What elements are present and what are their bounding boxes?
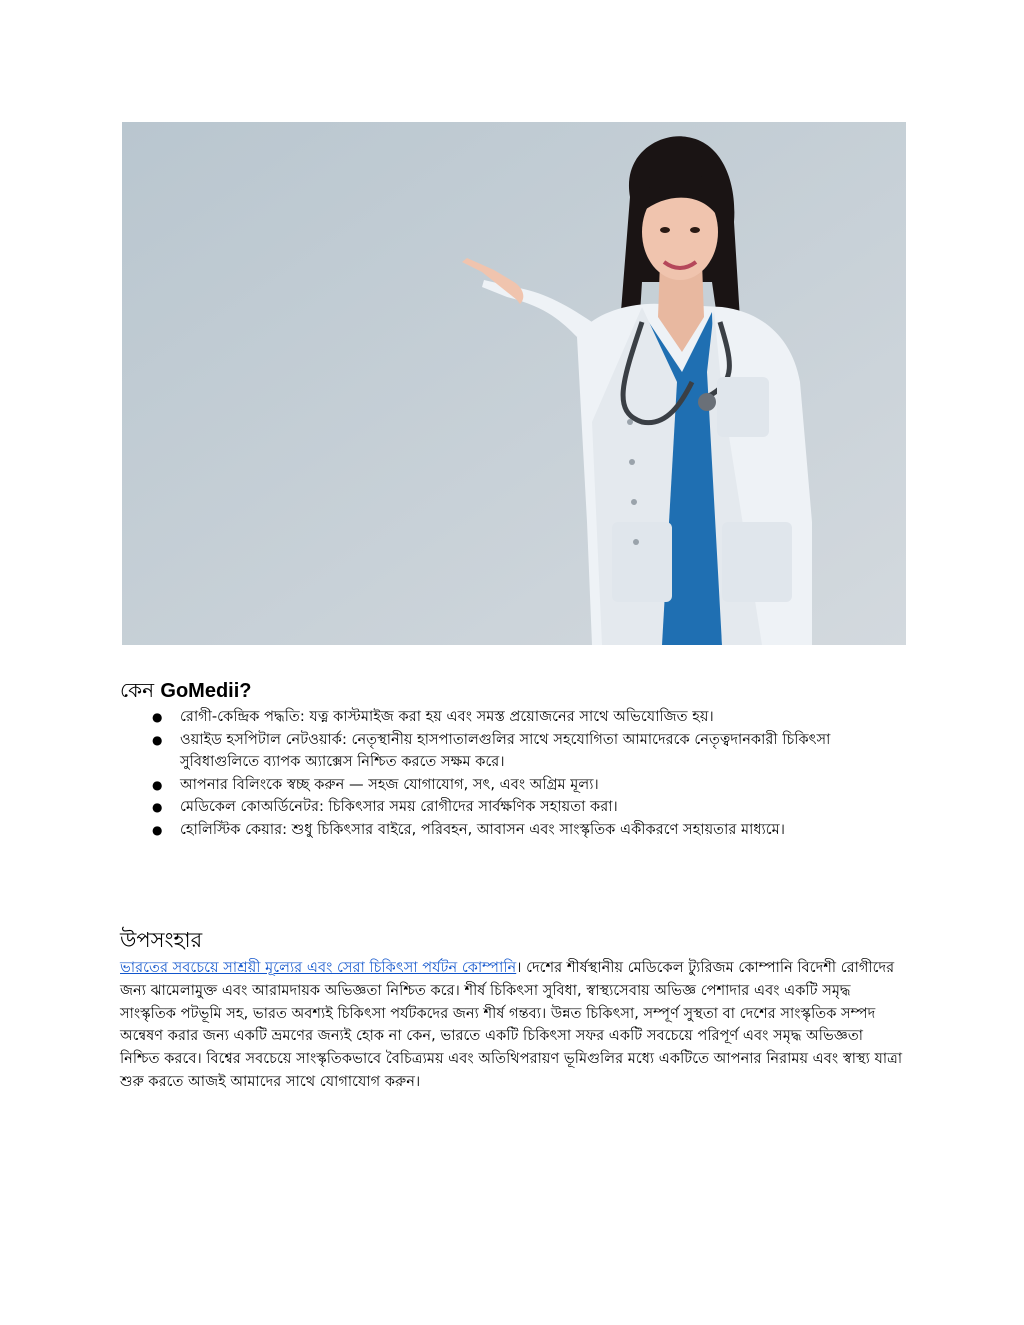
list-item-text: রোগী-কেন্দ্রিক পদ্ধতি: যত্ন কাস্টমাইজ করা হয় এবং সমস্ত প্রয়োজনের সাথে অভিযোজিত হয়। [180,708,714,725]
brand-name: GoMedii? [160,680,252,702]
list-item [152,774,912,797]
list-item [152,796,912,819]
list-item [152,706,912,729]
list-item [152,729,912,774]
hero-photo [122,122,906,645]
doctor-illustration [122,122,906,645]
list-item-text: ওয়াইড হসপিটাল নেটওয়ার্ক: নেতৃস্থানীয় হাসপাতালগুলির সাথে সহযোগিতা আমাদেরকে নেতৃত্বদানকারী চিকিৎসা সুবিধাগুলিতে ব্যাপক অ্যাক্সেস নিশ্চিত করতে সক্ষম করে। [180,730,831,770]
medical-tourism-link[interactable]: ভারতের সবচেয়ে সাশ্রয়ী মূল্যের এবং সেরা চিকিৎসা পর্যটন কোম্পানি [120,959,517,976]
bullet-icon: ● [152,710,163,724]
list-item [152,819,912,842]
conclusion-heading: উপসংহার [120,928,203,952]
bullet-icon: ● [152,777,163,792]
list-item-text: হোলিস্টিক কেয়ার: শুধু চিকিৎসার বাইরে, পরিবহন, আবাসন এবং সাংস্কৃতিক একীকরণে সহায়তার মাধ্যমে। [180,820,785,838]
conclusion-text: । দেশের শীর্ষস্থানীয় মেডিকেল ট্যুরিজম কোম্পানি বিদেশী রোগীদের জন্য ঝামেলামুক্ত এবং আরামদায়ক অভিজ্ঞতা নিশ্চিত করে। শীর্ষ চিকিৎসা সুবিধা, স্বাস্থ্যসেবায় অভিজ্ঞ পেশাদার এবং একটি সমৃদ্ধ সাংস্কৃতিক পটভূমি সহ, ভারত অবশ্যই চিকিৎসা পর্যটকদের জন্য শীর্ষ গন্তব্য। উন্নত চিকিৎসা, সম্পূর্ণ সুস্থতা বা দেশের সাংস্কৃতিক সম্পদ অন্বেষণ করার জন্য একটি ভ্রমণের জন্যই হোক না কেন, ভারতে একটি চিকিৎসা সফর একটি সবচেয়ে পরিপূর্ণ এবং সমৃদ্ধ অভিজ্ঞতা নিশ্চিত করবে। বিশ্বের সবচেয়ে সাংস্কৃতিকভাবে বৈচিত্র্যময় এবং অতিথিপরায়ণ ভূমিগুলির মধ্যে একটিতে আপনার নিরাময় এবং স্বাস্থ্য যাত্রা শুরু করতে আজই আমাদের সাথে যোগাযোগ করুন। [120,959,903,1090]
why-section-heading [120,676,252,705]
bullet-icon: ● [152,732,163,747]
conclusion-paragraph [120,957,906,1094]
list-item-text: মেডিকেল কোঅর্ডিনেটর: চিকিৎসার সময় রোগীদের সার্বক্ষণিক সহায়তা করা। [180,798,618,815]
bullet-icon: ● [152,822,163,837]
why-list [152,706,912,841]
bullet-icon: ● [152,800,163,814]
heading-prefix: কেন [120,678,155,702]
list-item-text: আপনার বিলিংকে স্বচ্ছ করুন — সহজ যোগাযোগ, সৎ, এবং অগ্রিম মূল্য। [180,775,599,793]
